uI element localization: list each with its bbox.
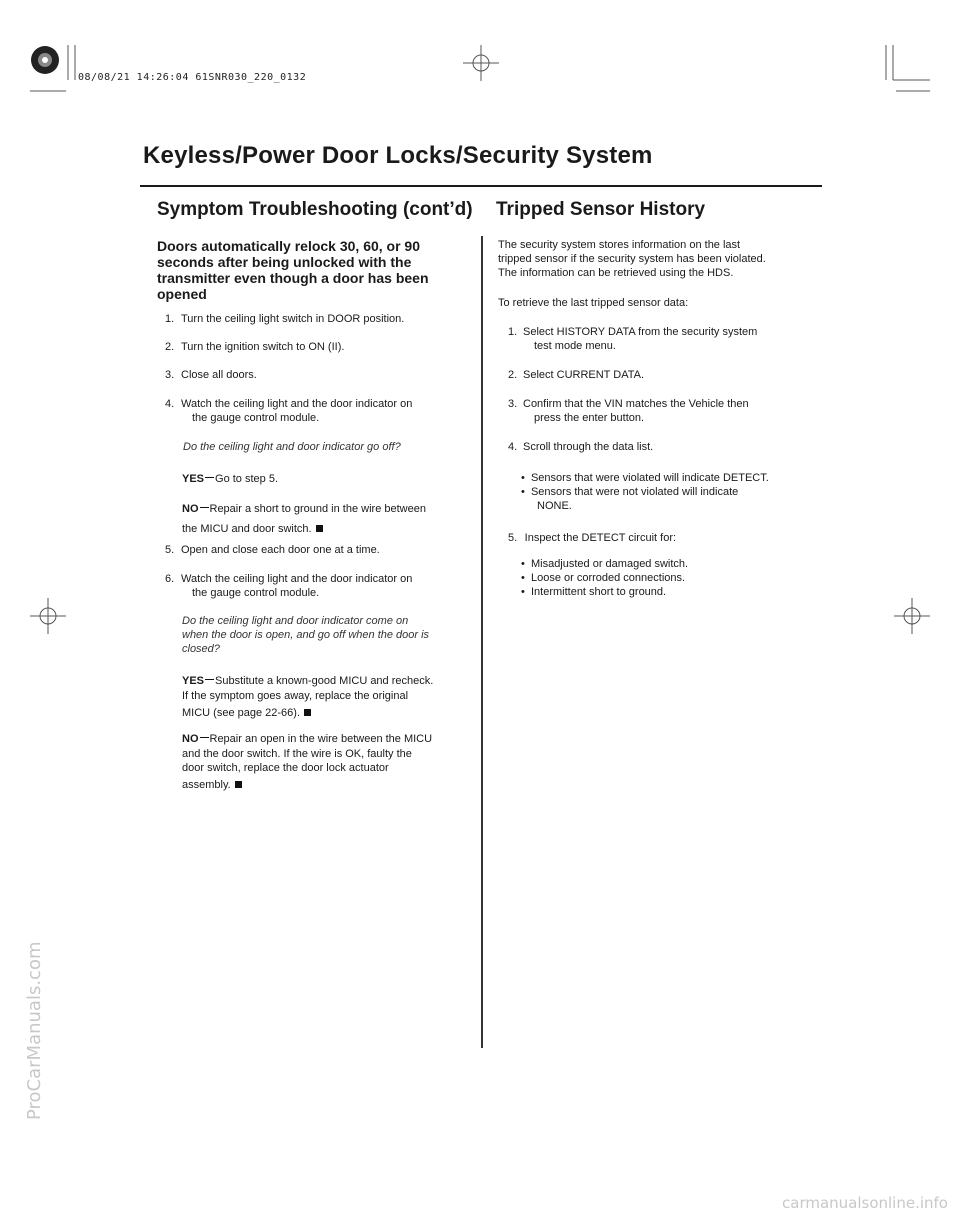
no-1: NO Repair a short to ground in the wire between the MICU and door switch. bbox=[182, 503, 426, 535]
left-steps-b bbox=[165, 543, 465, 602]
question-1: Do the ceiling light and door indicator go off? bbox=[183, 441, 401, 453]
bullet-icon: • bbox=[521, 586, 531, 598]
title-rule bbox=[140, 185, 822, 187]
list-item: • Intermittent short to ground. bbox=[521, 586, 667, 598]
right-section-heading: Tripped Sensor History bbox=[496, 199, 706, 220]
side-watermark: ProCarManuals.com bbox=[24, 941, 45, 1120]
list-item: • Misadjusted or damaged switch. bbox=[521, 558, 689, 570]
symptom-subheading: Doors automatically relock 30, 60, or 90 seconds after being unlocked with the transmitter even though a door has been opened bbox=[157, 238, 429, 302]
list-item: 3. Confirm that the VIN matches the Vehicle then press the enter button. bbox=[508, 398, 749, 424]
bullet-icon: • bbox=[521, 486, 531, 498]
bullet-icon: • bbox=[521, 572, 531, 584]
list-item: 4. Watch the ceiling light and the door indicator on the gauge control module. bbox=[165, 398, 413, 424]
bullet-icon: • bbox=[521, 472, 531, 484]
print-timestamp: 08/08/21 14:26:04 61SNR030_220_0132 bbox=[78, 72, 307, 83]
list-item: 6. Watch the ceiling light and the door indicator on the gauge control module. bbox=[165, 573, 413, 599]
bullet-icon: • bbox=[521, 558, 531, 570]
bullets-step4: • Sensors that were violated will indicate DETECT. • Sensors that were not violated will indicate NONE. bbox=[521, 472, 769, 512]
no-2: NO Repair an open in the wire between the MICU and the door switch. If the wire is OK, faulty the door switch, replace the door lock actuator assembly. bbox=[182, 733, 433, 791]
question-2: Do the ceiling light and door indicator come on when the door is open, and go off when the door is closed? bbox=[182, 615, 430, 655]
bottom-watermark: carmanualsonline.info bbox=[782, 1194, 948, 1212]
yes-1: YES Go to step 5. bbox=[182, 473, 278, 485]
list-item: 3. Close all doors. bbox=[165, 369, 257, 381]
end-square-icon bbox=[316, 525, 323, 532]
list-item: 5. Open and close each door one at a time. bbox=[165, 544, 380, 556]
page-title: Keyless/Power Door Locks/Security System bbox=[143, 142, 653, 169]
intro-paragraph: The security system stores information on the last tripped sensor if the security system has been violated. The information can be retrieved using the HDS. bbox=[498, 239, 766, 279]
list-item: 4. Scroll through the data list. bbox=[508, 441, 654, 453]
list-item: 2. Turn the ignition switch to ON (II). bbox=[165, 341, 345, 353]
right-steps bbox=[508, 325, 828, 468]
list-item: 2. Select CURRENT DATA. bbox=[508, 369, 645, 381]
list-item: 1. Turn the ceiling light switch in DOOR position. bbox=[165, 313, 405, 325]
end-square-icon bbox=[304, 709, 311, 716]
bullets-step5 bbox=[521, 557, 688, 599]
right-step-5: 5. Inspect the DETECT circuit for: bbox=[508, 532, 677, 544]
list-item: • Sensors that were violated will indicate DETECT. bbox=[521, 472, 769, 484]
list-item: • Loose or corroded connections. bbox=[521, 572, 686, 584]
end-square-icon bbox=[235, 781, 242, 788]
left-section-heading: Symptom Troubleshooting (cont’d) bbox=[157, 199, 473, 220]
retrieve-intro: To retrieve the last tripped sensor data: bbox=[498, 297, 689, 309]
yes-2: YES Substitute a known-good MICU and recheck. If the symptom goes away, replace the original MICU (see page 22-66). bbox=[182, 675, 434, 719]
left-steps-a bbox=[165, 312, 465, 425]
column-divider bbox=[481, 236, 483, 1048]
list-item: • Sensors that were not violated will indicate bbox=[521, 486, 739, 498]
list-item: 1. Select HISTORY DATA from the security system test mode menu. bbox=[508, 326, 758, 352]
